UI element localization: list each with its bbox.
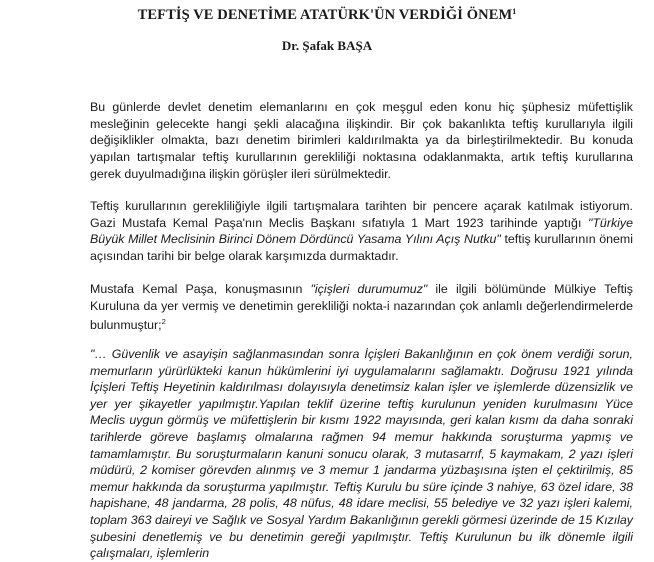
- speech-quotation: "… Güvenlik ve asayişin sağlanmasından sonra İçişleri Bakanlığının en çok önem verdiği sorun, memurların yürürlükteki kanun hükümlerini iyi uygulamalarını sağlamaktı. Doğrusu 1921 yılında İçişleri Teftiş Heyetinin kaldırılması dolayısıyla denetimsiz kalan işler ve işlemlerde düzensizlik ve yer yer şikayetler yapılmıştır.Yapılan teklif üzerine teftiş kurulunun yeniden kurulmasını Yüce Meclis uygun görmüş ve müfettişlerin bir kısmı 1922 mayısında, geri kalan kısmı da daha sonraki tarihlerde göreve başlamış olmalarına rağmen 94 memur hakkında soruşturma yapmış ve tamamlamıştır. Bu soruşturmaların kanuni sonucu olarak, 3 mutasarrıf, 5 kaymakam, 2 yazı işleri müdürü, 2 komiser görevden alınmış ve 3 memur 1 jandarma yüzbaşısına işten el çektirilmiş, 85 memur hakkında da soruşturma yapılmıştır. Teftiş Kurulu bu süre içinde 3 nahiye, 63 özel idare, 38 hapishane, 48 jandarma, 28 polis, 48 nüfus, 48 idare meclisi, 55 belediye ve 32 yazı işleri kalemi, toplam 363 daireyi ve Sağlık ve Sosyal Yardım Bakanlığının gerekli görmesi üzerinde de 15 Kızılay şubesini denetlemiş ve bu denetimin gereği yapılmıştır. Teftiş Kurulunun bu ilk dönemle ilgili çalışmaları, işlemlerin: [90, 347, 633, 561]
- title-text: TEFTİŞ VE DENETİME ATATÜRK'ÜN VERDİĞİ ÖNEM: [137, 7, 513, 23]
- paragraph-speech: [90, 281, 633, 334]
- footnote-marker-2[interactable]: 2: [161, 317, 166, 327]
- paragraph-speech-text-a: Mustafa Kemal Paşa, konuşmasının: [90, 282, 311, 296]
- document-title: [0, 7, 654, 24]
- speech-title-italic: "Türkiye Büyük Millet Meclisinin Birinci Dönem Dördüncü Yasama Yılını Açış Nutku": [90, 215, 633, 247]
- author-name: Dr. Şafak BAŞA: [281, 38, 373, 53]
- title-footnote-marker[interactable]: 1: [512, 7, 517, 16]
- paragraph-speech-text-b: ile ilgili bölümünde Mülkiye Teftiş Kuruluna da yer vermiş ve denetimin gerekliliği nokta-i nazarından çok anlamlı değerlendirmelerde bulunmuştur;: [90, 282, 633, 333]
- paragraph-history-text-a: Teftiş kurullarının gerekliliğiyle ilgili tartışmalara tarihten bir pencere açarak katılmak istiyorum. Gazi Mustafa Kemal Paşa'nın Meclis Başkanı sıfatıyla 1 Mart 1923 tarihinde yaptığı: [90, 199, 633, 230]
- paragraph-intro: Bu günlerde devlet denetim elemanlarını en çok meşgul eden konu hiç şüphesiz müfettişlik mesleğinin gelecekte hangi şekli alacağına ilişkindir. Bir çok bakanlıkta teftiş kurullarıyla ilgili değişiklikler olmakta, bazı denetim birimleri kaldırılmakta ya da birleştirilmektedir. Bu konuda yapılan tartışmalar teftiş kurullarının gerekliliği noktasına odaklanmakta, artık teftiş kurullarına gerek duyulmadığına ilişkin görüşler ileri sürülmektedir.: [90, 100, 633, 181]
- paragraph-history: [90, 198, 633, 265]
- paragraph-history-text-b: teftiş kurullarının önemi açısından tarihi bir belge olarak karşımızda durmaktadır.: [90, 232, 633, 264]
- section-name-italic: "içişleri durumumuz": [310, 282, 428, 296]
